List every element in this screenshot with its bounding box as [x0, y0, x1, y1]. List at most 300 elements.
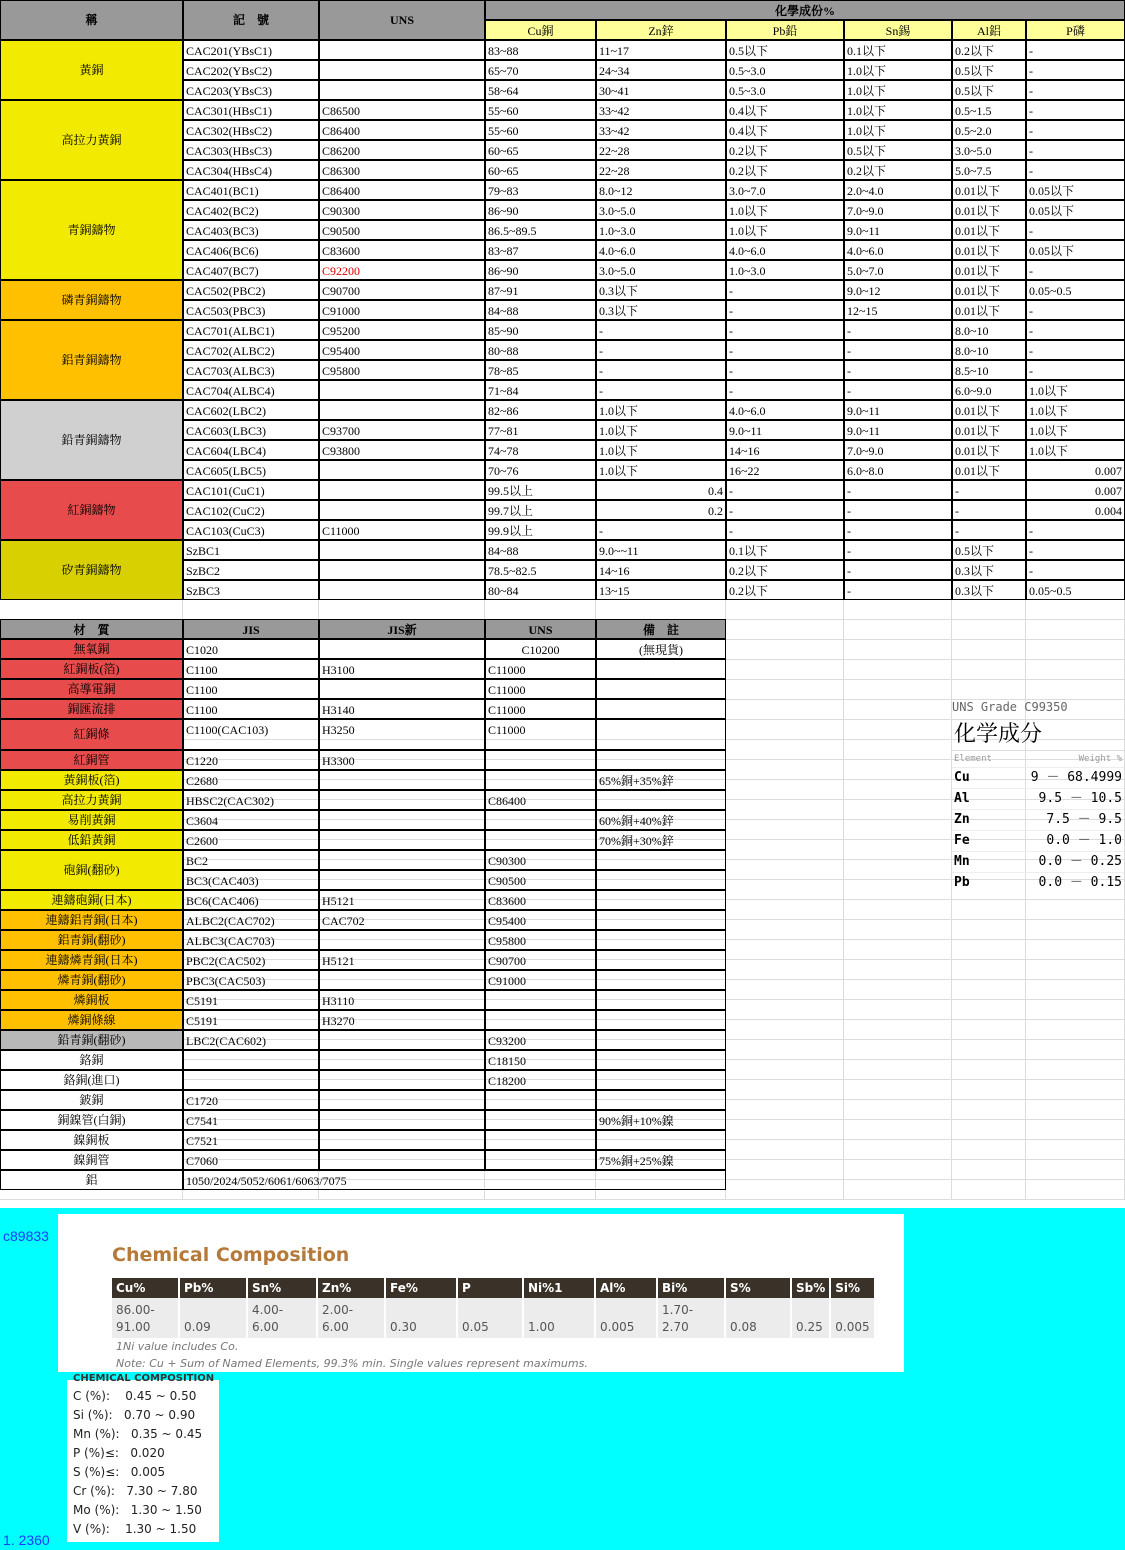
material-name: 燐青銅(翻砂)	[0, 970, 183, 990]
header-element-3: Sn錫	[844, 20, 952, 40]
chem-header: Pb%	[179, 1278, 247, 1298]
jis-cell: C1220	[183, 750, 319, 770]
table1-cell: 86~90	[485, 200, 596, 220]
element-symbol: Cu	[954, 770, 970, 785]
table1-cell: -	[596, 340, 726, 360]
jis-new-cell: H3100	[319, 659, 485, 679]
table1-cell: CAC302(HBsC2)	[183, 120, 319, 140]
note-cell	[596, 970, 726, 990]
note-cell	[596, 699, 726, 719]
table1-cell: 0.5~2.0	[952, 120, 1026, 140]
grid-cell	[485, 600, 596, 620]
table1-cell: -	[844, 540, 952, 560]
jis-new-cell	[319, 790, 485, 810]
table1-cell: -	[1026, 360, 1125, 380]
table1-cell: -	[1026, 120, 1125, 140]
table1-cell: 5.0~7.0	[844, 260, 952, 280]
table1-cell: 13~15	[596, 580, 726, 600]
table1-cell: 30~41	[596, 80, 726, 100]
material-name: 紅銅管	[0, 750, 183, 770]
table1-cell: -	[596, 380, 726, 400]
table1-cell: 0.3以下	[596, 280, 726, 300]
alloy-row: Mn (%): 0.35 ~ 0.45	[73, 1427, 203, 1441]
grid-cell	[952, 1020, 1026, 1040]
jis-cell: HBSC2(CAC302)	[183, 790, 319, 810]
table1-cell: C95200	[319, 320, 485, 340]
table1-cell: 7.0~9.0	[844, 200, 952, 220]
table1-cell: 0.2以下	[844, 160, 952, 180]
grid-cell	[844, 620, 952, 640]
grid-cell	[1026, 920, 1125, 940]
alloy-row: C (%): 0.45 ~ 0.50	[73, 1389, 197, 1403]
table2-header-2: JIS新	[319, 619, 485, 639]
grid-cell	[726, 1160, 844, 1180]
alloy-row: Si (%): 0.70 ~ 0.90	[73, 1408, 196, 1422]
element-symbol: Zn	[954, 812, 970, 827]
table1-cell: 3.0~5.0	[596, 200, 726, 220]
grid-cell	[1026, 940, 1125, 960]
chem-value: 4.00- 6.00	[247, 1298, 317, 1338]
jis-new-cell	[319, 870, 485, 890]
table1-cell: 5.0~7.5	[952, 160, 1026, 180]
table1-cell: CAC605(LBC5)	[183, 460, 319, 480]
table1-cell: 8.5~10	[952, 360, 1026, 380]
chem-value: 0.08	[725, 1298, 791, 1338]
note-cell	[596, 990, 726, 1010]
table1-cell: 78~85	[485, 360, 596, 380]
jis-new-cell	[319, 930, 485, 950]
table1-cell: 80~88	[485, 340, 596, 360]
grid-cell	[0, 600, 183, 620]
uns-cell: C18200	[485, 1070, 596, 1090]
table1-cell: 0.2以下	[726, 160, 844, 180]
group-name: 高拉力黃銅	[0, 100, 183, 180]
table1-cell: 0.01以下	[952, 400, 1026, 420]
table1-cell: -	[1026, 320, 1125, 340]
grid-cell	[183, 600, 319, 620]
table1-cell	[319, 480, 485, 500]
grid-cell	[844, 900, 952, 920]
table1-cell: 1.0~3.0	[596, 220, 726, 240]
table1-cell: 14~16	[726, 440, 844, 460]
table1-cell: 0.05~0.5	[1026, 280, 1125, 300]
chem-header: Al%	[595, 1278, 657, 1298]
table1-cell: 9.0~11	[844, 420, 952, 440]
grid-cell	[952, 920, 1026, 940]
table1-cell: 0.05以下	[1026, 180, 1125, 200]
table1-cell: C92200	[319, 260, 485, 280]
jis-new-cell	[319, 639, 485, 659]
uns-cell	[485, 830, 596, 850]
note-cell	[596, 930, 726, 950]
grid-cell	[952, 1000, 1026, 1020]
table1-cell: 1.0以下	[596, 440, 726, 460]
table1-cell: 86.5~89.5	[485, 220, 596, 240]
grid-cell	[844, 1020, 952, 1040]
grid-cell	[844, 860, 952, 880]
grid-cell	[844, 720, 952, 740]
table1-cell: 9.0~11	[844, 220, 952, 240]
uns-cell: C90500	[485, 870, 596, 890]
material-name: 銅鎳管(白銅)	[0, 1110, 183, 1130]
jis-new-cell: H3270	[319, 1010, 485, 1030]
material-name: 低鉛黃銅	[0, 830, 183, 850]
grid-cell	[844, 960, 952, 980]
table1-cell: 2.0~4.0	[844, 180, 952, 200]
table1-cell	[319, 80, 485, 100]
jis-new-cell: H3110	[319, 990, 485, 1010]
table1-cell: 0.01以下	[952, 280, 1026, 300]
material-name: 連鑄燐青銅(日本)	[0, 950, 183, 970]
table1-cell: 6.0~9.0	[952, 380, 1026, 400]
table1-cell: 0.4以下	[726, 100, 844, 120]
table1-cell: -	[726, 300, 844, 320]
table1-cell: 0.01以下	[952, 300, 1026, 320]
grid-cell	[844, 940, 952, 960]
table1-cell: 0.01以下	[952, 240, 1026, 260]
table1-cell: C90500	[319, 220, 485, 240]
material-name: 鋁青銅(翻砂)	[0, 930, 183, 950]
grid-cell	[952, 960, 1026, 980]
table1-cell: 79~83	[485, 180, 596, 200]
chem-header: Zn%	[317, 1278, 385, 1298]
jis-new-cell	[319, 679, 485, 699]
table1-cell: 0.5~1.5	[952, 100, 1026, 120]
material-name: 高拉力黃銅	[0, 790, 183, 810]
table1-cell: CAC603(LBC3)	[183, 420, 319, 440]
material-name: 鉛青銅(翻砂)	[0, 1030, 183, 1050]
element-weight: 0.0 － 0.15	[1038, 875, 1122, 890]
table1-cell: -	[726, 500, 844, 520]
grid-cell	[1026, 1020, 1125, 1040]
chem-note-2: Note: Cu + Sum of Named Elements, 99.3% min. Single values represent maximums.	[116, 1357, 588, 1370]
table1-cell	[319, 540, 485, 560]
table1-cell: 14~16	[596, 560, 726, 580]
jis-new-cell	[319, 1130, 485, 1150]
jis-cell: C1720	[183, 1090, 319, 1110]
element-row	[952, 767, 1124, 788]
table1-cell: C90700	[319, 280, 485, 300]
table1-cell: 1.0以下	[844, 100, 952, 120]
table1-cell: 4.0~6.0	[726, 400, 844, 420]
jis-cell: C7541	[183, 1110, 319, 1130]
table1-cell: -	[1026, 100, 1125, 120]
grid-cell	[1026, 680, 1125, 700]
header-uns: UNS	[319, 0, 485, 40]
uns-cell: C18150	[485, 1050, 596, 1070]
grid-cell	[726, 680, 844, 700]
element-weight: 9.5 － 10.5	[1038, 791, 1122, 806]
alloy-header: CHEMICAL COMPOSITION	[73, 1373, 215, 1381]
table1-cell: 86~90	[485, 260, 596, 280]
grid-cell	[952, 600, 1026, 620]
group-name: 矽青銅鑄物	[0, 540, 183, 600]
grid-cell	[952, 1180, 1026, 1200]
header-chemical: 化學成份%	[485, 0, 1125, 20]
table1-cell: 0.1以下	[726, 540, 844, 560]
jis-cell	[183, 1070, 319, 1090]
table1-cell: 99.5以上	[485, 480, 596, 500]
jis-cell: C7060	[183, 1150, 319, 1170]
table1-cell: 1.0以下	[596, 400, 726, 420]
note-cell	[596, 1090, 726, 1110]
table1-cell: 1.0~3.0	[726, 260, 844, 280]
note-cell	[596, 910, 726, 930]
header-name: 稱	[0, 0, 183, 40]
table1-cell: 0.2	[596, 500, 726, 520]
table1-cell: CAC401(BC1)	[183, 180, 319, 200]
note-cell	[596, 1030, 726, 1050]
table1-cell: 0.007	[1026, 460, 1125, 480]
table1-cell: C90300	[319, 200, 485, 220]
grid-cell	[844, 1120, 952, 1140]
jis-new-cell	[319, 830, 485, 850]
chem-value: 1.00	[523, 1298, 595, 1338]
uns-cell: C11000	[485, 679, 596, 699]
material-name: 鉻銅	[0, 1050, 183, 1070]
material-name: 銅匯流排	[0, 699, 183, 719]
element-row	[952, 809, 1124, 830]
table1-cell: -	[726, 480, 844, 500]
table1-cell: -	[952, 480, 1026, 500]
grid-cell	[844, 800, 952, 820]
jis-new-cell	[319, 770, 485, 790]
grid-cell	[726, 1060, 844, 1080]
table1-cell: 9.0~11	[844, 400, 952, 420]
table1-cell: C86400	[319, 180, 485, 200]
uns-cell	[485, 1130, 596, 1150]
table1-cell: 0.3以下	[952, 580, 1026, 600]
chem-title: Chemical Composition	[112, 1244, 350, 1266]
table1-cell: 8.0~10	[952, 340, 1026, 360]
jis-cell: C5191	[183, 990, 319, 1010]
table1-cell: 1.0以下	[844, 80, 952, 100]
table1-cell: 70~76	[485, 460, 596, 480]
grid-cell	[952, 660, 1026, 680]
jis-new-cell	[319, 1110, 485, 1130]
material-name: 無氧銅	[0, 639, 183, 659]
table1-cell: C93700	[319, 420, 485, 440]
note-cell	[596, 750, 726, 770]
table1-cell: C11000	[319, 520, 485, 540]
grid-cell	[726, 660, 844, 680]
table1-cell: CAC202(YBsC2)	[183, 60, 319, 80]
table1-cell: 0.1以下	[844, 40, 952, 60]
jis-cell: PBC2(CAC502)	[183, 950, 319, 970]
table1-cell: -	[844, 580, 952, 600]
element-symbol: Mn	[954, 854, 970, 869]
table1-cell: 0.3以下	[596, 300, 726, 320]
grid-cell	[1026, 640, 1125, 660]
grid-cell	[844, 840, 952, 860]
table1-cell: CAC604(LBC4)	[183, 440, 319, 460]
grid-cell	[1026, 1160, 1125, 1180]
chem-note-1: 1Ni value includes Co.	[116, 1340, 239, 1353]
table1-cell	[319, 460, 485, 480]
table1-cell: 3.0~5.0	[596, 260, 726, 280]
element-row	[952, 830, 1124, 851]
grid-cell	[952, 980, 1026, 1000]
table1-cell	[319, 60, 485, 80]
table1-cell: C95400	[319, 340, 485, 360]
grid-cell	[952, 620, 1026, 640]
table1-cell: 82~86	[485, 400, 596, 420]
grid-cell	[1026, 600, 1125, 620]
grid-cell	[726, 840, 844, 860]
table1-cell: 0.01以下	[952, 440, 1026, 460]
grid-cell	[844, 740, 952, 760]
table1-cell: C93800	[319, 440, 485, 460]
note-cell: 75%銅+25%鎳	[596, 1150, 726, 1170]
chem-header: Sb%	[791, 1278, 830, 1298]
table1-cell: 33~42	[596, 120, 726, 140]
table1-cell: -	[726, 380, 844, 400]
table1-cell: -	[1026, 220, 1125, 240]
jis-cell: LBC2(CAC602)	[183, 1030, 319, 1050]
material-name: 黃銅板(箔)	[0, 770, 183, 790]
table1-cell: 74~78	[485, 440, 596, 460]
chem-value: 0.005	[595, 1298, 657, 1338]
chem-header: Fe%	[385, 1278, 457, 1298]
table1-cell: 1.0以下	[596, 420, 726, 440]
chemical-composition-card	[58, 1214, 904, 1372]
grid-cell	[844, 1060, 952, 1080]
table1-cell: 0.5以下	[952, 80, 1026, 100]
table1-cell: -	[1026, 260, 1125, 280]
table1-cell: CAC503(PBC3)	[183, 300, 319, 320]
uns-cell	[485, 1090, 596, 1110]
table1-cell: 0.5以下	[726, 40, 844, 60]
table1-cell: 8.0~10	[952, 320, 1026, 340]
jis-new-cell: CAC702	[319, 910, 485, 930]
material-name: 鈹銅	[0, 1090, 183, 1110]
table1-cell: 0.01以下	[952, 200, 1026, 220]
table1-cell: 22~28	[596, 140, 726, 160]
table1-cell: 4.0~6.0	[596, 240, 726, 260]
table1-cell: -	[844, 500, 952, 520]
table1-cell: SzBC2	[183, 560, 319, 580]
chem-value: 0.25	[791, 1298, 830, 1338]
table1-cell: 60~65	[485, 140, 596, 160]
header-element-2: Pb鉛	[726, 20, 844, 40]
table1-cell: CAC101(CuC1)	[183, 480, 319, 500]
grid-cell	[844, 820, 952, 840]
table1-cell: 0.01以下	[952, 180, 1026, 200]
table1-cell: 99.9以上	[485, 520, 596, 540]
header-element-5: P磷	[1026, 20, 1125, 40]
note-cell	[596, 850, 726, 870]
note-cell: 65%銅+35%鋅	[596, 770, 726, 790]
chem-value: 1.70- 2.70	[657, 1298, 725, 1338]
uns-cell	[485, 770, 596, 790]
grade-label: UNS Grade C99350	[952, 700, 1068, 714]
uns-cell	[485, 990, 596, 1010]
jis-cell: C3604	[183, 810, 319, 830]
note-cell	[596, 1070, 726, 1090]
table1-cell: CAC502(PBC2)	[183, 280, 319, 300]
grid-cell	[596, 600, 726, 620]
grid-cell	[844, 600, 952, 620]
grid-cell	[952, 1060, 1026, 1080]
table1-cell: 1.0以下	[1026, 400, 1125, 420]
table1-cell: -	[952, 500, 1026, 520]
element-weight: 0.0 － 0.25	[1038, 854, 1122, 869]
grid-cell	[1026, 1000, 1125, 1020]
table1-cell: 1.0以下	[596, 460, 726, 480]
grid-cell	[952, 680, 1026, 700]
jis-new-cell	[319, 1150, 485, 1170]
table1-cell: 4.0~6.0	[726, 240, 844, 260]
table1-cell	[319, 400, 485, 420]
table1-cell: 0.2以下	[952, 40, 1026, 60]
grid-cell	[726, 700, 844, 720]
table2-header-0: 材 質	[0, 619, 183, 639]
table1-cell: CAC704(ALBC4)	[183, 380, 319, 400]
material-name: 燐銅條線	[0, 1010, 183, 1030]
alloy-row: P (%)≤: 0.020	[73, 1446, 165, 1460]
material-name: 鎳銅管	[0, 1150, 183, 1170]
jis-new-cell	[319, 1050, 485, 1070]
table1-cell: CAC402(BC2)	[183, 200, 319, 220]
grid-cell	[726, 600, 844, 620]
table1-cell: CAC303(HBsC3)	[183, 140, 319, 160]
uns-cell: C86400	[485, 790, 596, 810]
grid-cell	[844, 760, 952, 780]
table1-cell: 1.0以下	[844, 60, 952, 80]
jis-new-cell: H3140	[319, 699, 485, 719]
jis-new-cell	[319, 1070, 485, 1090]
table1-cell: CAC407(BC7)	[183, 260, 319, 280]
grid-cell	[726, 1020, 844, 1040]
note-cell: 60%銅+40%鋅	[596, 810, 726, 830]
chem-header: Si%	[830, 1278, 874, 1298]
note-cell	[596, 679, 726, 699]
grid-cell	[726, 1180, 844, 1200]
table1-cell	[319, 580, 485, 600]
table1-cell: CAC201(YBsC1)	[183, 40, 319, 60]
table1-cell: -	[1026, 140, 1125, 160]
jis-cell: ALBC2(CAC702)	[183, 910, 319, 930]
table1-cell: 0.004	[1026, 500, 1125, 520]
table1-cell: 60~65	[485, 160, 596, 180]
label-top: c89833	[3, 1228, 49, 1244]
table1-cell: 0.05以下	[1026, 240, 1125, 260]
chem-table	[112, 1278, 876, 1338]
grid-cell	[726, 740, 844, 760]
material-name: 紅銅板(箔)	[0, 659, 183, 679]
jis-cell: C2680	[183, 770, 319, 790]
jis-cell: PBC3(CAC503)	[183, 970, 319, 990]
table1-cell: 80~84	[485, 580, 596, 600]
jis-cell: BC3(CAC403)	[183, 870, 319, 890]
note-cell	[596, 1050, 726, 1070]
table1-cell	[319, 40, 485, 60]
table1-cell: C86300	[319, 160, 485, 180]
grid-cell	[726, 1080, 844, 1100]
table1-cell: 87~91	[485, 280, 596, 300]
grid-cell	[844, 1160, 952, 1180]
grid-cell	[844, 1080, 952, 1100]
table1-cell: 1.0以下	[1026, 420, 1125, 440]
table1-cell: C91000	[319, 300, 485, 320]
table1-cell: 77~81	[485, 420, 596, 440]
material-name: 連鑄砲銅(日本)	[0, 890, 183, 910]
table1-cell: CAC701(ALBC1)	[183, 320, 319, 340]
note-cell	[596, 870, 726, 890]
uns-cell	[485, 1010, 596, 1030]
table1-cell: 99.7以上	[485, 500, 596, 520]
table1-cell: -	[1026, 160, 1125, 180]
